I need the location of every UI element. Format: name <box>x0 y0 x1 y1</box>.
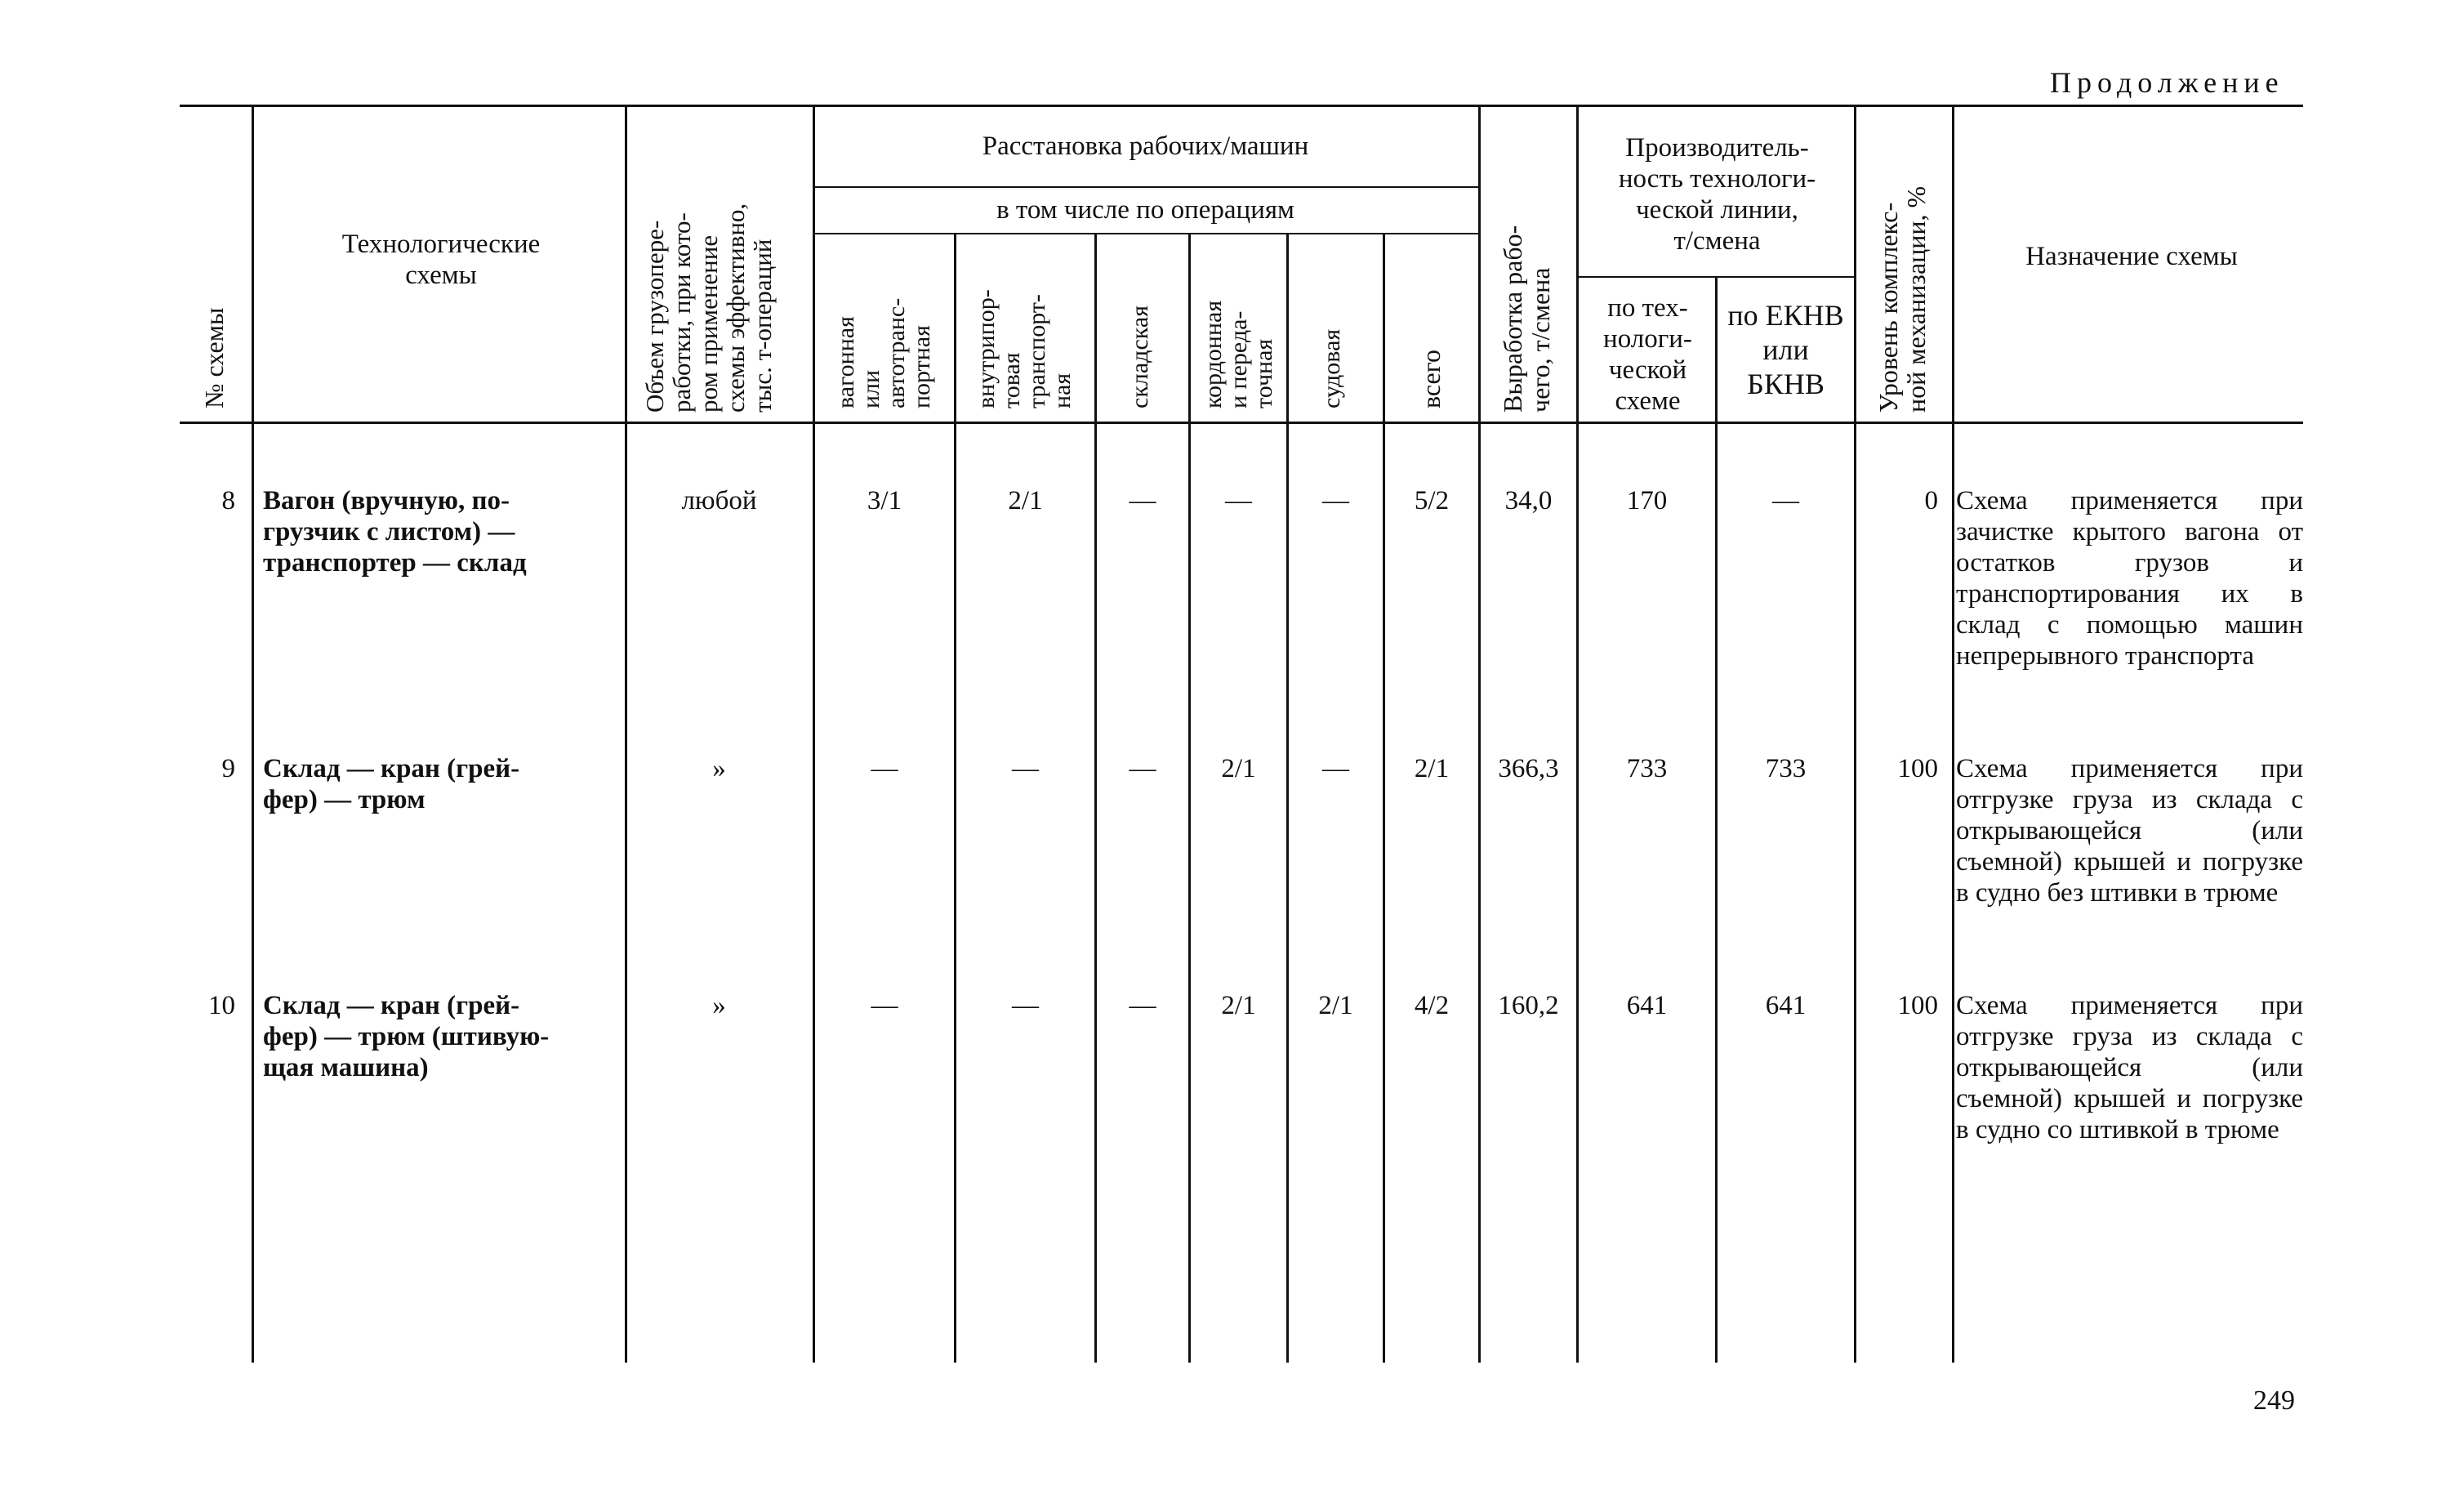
continued-label: Продолжение <box>2050 66 2284 99</box>
volume: » <box>712 754 726 783</box>
col-divider <box>1952 105 1954 1363</box>
mechanization-level: 0 <box>1924 486 1938 515</box>
header-bottom-rule <box>180 422 2303 424</box>
total: 2/1 <box>1414 754 1450 783</box>
mechanization-level: 100 <box>1897 991 1938 1020</box>
header-op-ship: судовая <box>1318 328 1345 408</box>
header-prod-by-scheme: по тех- нологи- ческой схеме <box>1603 293 1692 416</box>
header-prod-by-eknv: по ЕКНВ или БКНВ <box>1727 299 1844 400</box>
op-wagon: — <box>871 754 898 783</box>
tech-scheme: Вагон (вручную, по- грузчик с листом) — транспортер — склад <box>263 486 527 578</box>
col-divider <box>1854 105 1856 1363</box>
page-number: 249 <box>2253 1385 2295 1416</box>
col-divider <box>1286 233 1289 1363</box>
scheme-purpose: Схема применяется при зачистке крытого вагона от остатков грузов и транспортирования их в склад с помощью машин непрерывного транспорта <box>1956 486 2303 671</box>
col-divider <box>813 105 815 1363</box>
header-mechanization: Уровень комплекс- ной механизации, % <box>1874 185 1931 413</box>
op-ship: 2/1 <box>1318 991 1353 1020</box>
worker-output: 160,2 <box>1498 991 1559 1020</box>
scheme-number: 10 <box>208 991 235 1020</box>
op-wagon: 3/1 <box>867 486 902 515</box>
op-warehouse: — <box>1129 991 1156 1020</box>
op-ship: — <box>1322 486 1349 515</box>
prod-by-eknv: 641 <box>1765 991 1807 1020</box>
col-divider <box>252 105 254 1363</box>
op-warehouse: — <box>1129 754 1156 783</box>
op-inport: — <box>1012 754 1039 783</box>
prod-by-scheme: 733 <box>1626 754 1668 783</box>
table-top-rule <box>180 105 2303 107</box>
placement-subrule <box>813 186 1478 188</box>
tech-scheme: Склад — кран (грей- фер) — трюм (штивую- щая машина) <box>263 991 550 1082</box>
op-cordon: — <box>1225 486 1252 515</box>
total: 5/2 <box>1414 486 1450 515</box>
prod-by-eknv: 733 <box>1765 754 1807 783</box>
ops-subrule <box>813 233 1478 234</box>
worker-output: 366,3 <box>1498 754 1559 783</box>
scheme-purpose: Схема применяется при отгрузке груза из склада с открывающейся (или съемной) крышей и погрузке в судно со штивкой в трюме <box>1956 991 2303 1144</box>
scheme-number: 8 <box>221 486 235 515</box>
header-purpose: Назначение схемы <box>2025 242 2238 271</box>
op-cordon: 2/1 <box>1221 991 1256 1020</box>
header-volume: Объем грузопере- работки, при кото- ром применение схемы эффективно, тыс. т-операций <box>640 203 777 413</box>
header-op-wagon: вагонная или автотранс- портная <box>832 297 935 408</box>
header-op-inport: внутрипор- товая транспорт- ная <box>973 289 1076 408</box>
col-divider <box>954 233 956 1363</box>
header-productivity: Производитель- ность технологи- ческой линии, т/смена <box>1618 133 1816 256</box>
header-placement: Расстановка рабочих/машин <box>982 132 1309 161</box>
worker-output: 34,0 <box>1504 486 1553 515</box>
prod-by-scheme: 641 <box>1626 991 1668 1020</box>
op-inport: — <box>1012 991 1039 1020</box>
header-tech-schemes: Технологические схемы <box>341 230 541 290</box>
prod-by-eknv: — <box>1772 486 1799 515</box>
tech-scheme: Склад — кран (грей- фер) — трюм <box>263 754 520 814</box>
prod-by-scheme: 170 <box>1626 486 1668 515</box>
op-warehouse: — <box>1129 486 1156 515</box>
op-inport: 2/1 <box>1008 486 1043 515</box>
volume: любой <box>681 486 757 515</box>
header-op-cordon: кордонная и переда- точная <box>1200 300 1277 408</box>
col-divider <box>1188 233 1191 1363</box>
col-divider <box>1715 276 1718 1363</box>
volume: » <box>712 991 726 1020</box>
header-total: всего <box>1416 349 1446 408</box>
col-divider <box>1576 105 1579 1363</box>
header-worker-output: Выработка рабо- чего, т/смена <box>1498 225 1555 413</box>
op-wagon: — <box>871 991 898 1020</box>
op-cordon: 2/1 <box>1221 754 1256 783</box>
header-by-operations: в том числе по операциям <box>996 195 1294 225</box>
col-divider <box>1094 233 1097 1363</box>
col-divider <box>1478 105 1481 1363</box>
scheme-purpose: Схема применяется при отгрузке груза из склада с открывающейся (или съемной) крышей и погрузке в судно без штивки в трюме <box>1956 754 2303 908</box>
col-divider <box>1383 233 1385 1363</box>
col-divider <box>625 105 627 1363</box>
mechanization-level: 100 <box>1897 754 1938 783</box>
header-scheme-number: № схемы <box>199 307 229 408</box>
scheme-number: 9 <box>221 754 235 783</box>
header-op-warehouse: складская <box>1126 306 1153 408</box>
total: 4/2 <box>1414 991 1450 1020</box>
op-ship: — <box>1322 754 1349 783</box>
